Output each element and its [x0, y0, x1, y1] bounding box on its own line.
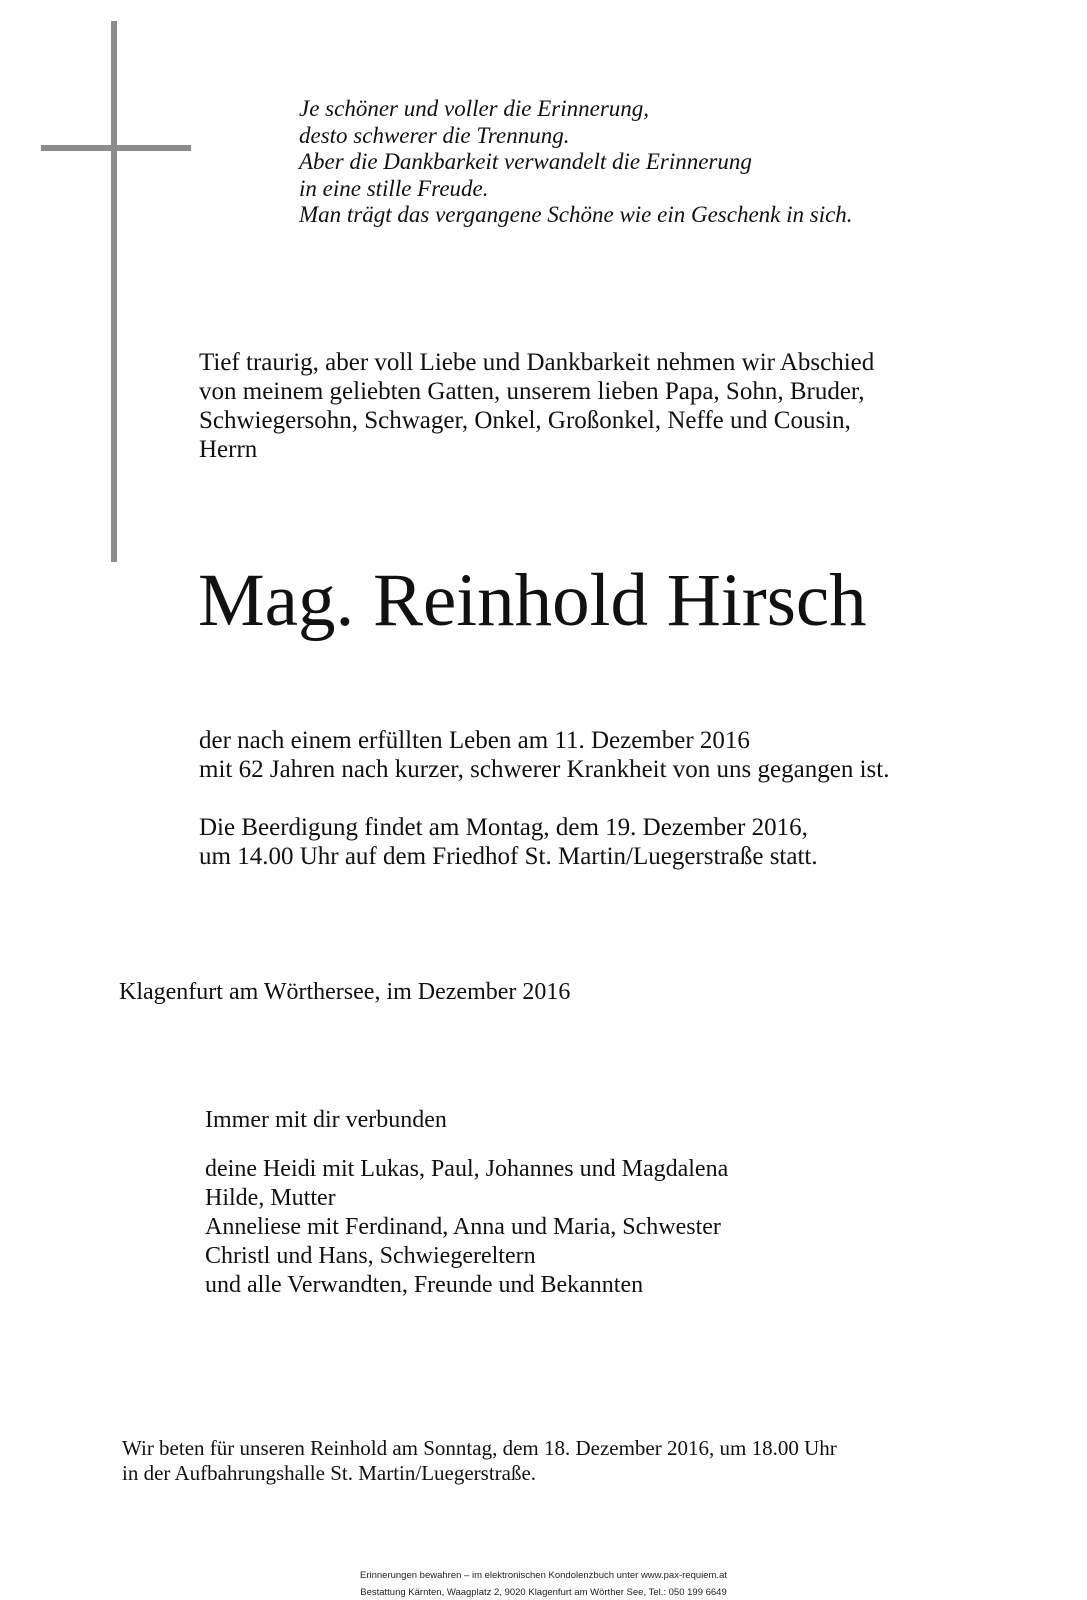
footer-condolence-info: Erinnerungen bewahren – im elektronischen Kondolenzbuch unter www.pax-requiem.at	[359, 1570, 728, 1581]
funeral-details	[199, 813, 1059, 871]
cross-horizontal-bar	[41, 145, 191, 151]
place-and-date: Klagenfurt am Wörthersee, im Dezember 2016	[119, 979, 571, 1005]
memorial-poem	[299, 96, 999, 229]
family-member: deine Heidi mit Lukas, Paul, Johannes und Magdalena	[205, 1156, 729, 1182]
family-members-list	[205, 1155, 1025, 1300]
intro-line: Herrn	[199, 436, 258, 463]
intro-line: Tief traurig, aber voll Liebe und Dankbarkeit nehmen wir Abschied	[199, 349, 875, 376]
prayer-line: in der Aufbahrungshalle St. Martin/Luegerstraße.	[122, 1461, 537, 1485]
family-member: Christl und Hans, Schwiegereltern	[205, 1243, 536, 1269]
prayer-line: Wir beten für unseren Reinhold am Sonntag, dem 18. Dezember 2016, um 18.00 Uhr	[122, 1436, 837, 1460]
poem-line: desto schwerer die Trennung.	[299, 122, 570, 148]
poem-line: Aber die Dankbarkeit verwandelt die Erinnerung	[299, 149, 752, 174]
family-member: Anneliese mit Ferdinand, Anna und Maria, Schwester	[205, 1214, 721, 1240]
family-heading: Immer mit dir verbunden	[205, 1107, 447, 1133]
intro-line: von meinem geliebten Gatten, unserem lieben Papa, Sohn, Bruder,	[199, 378, 865, 405]
death-notice-line: mit 62 Jahren nach kurzer, schwerer Krankheit von uns gegangen ist.	[199, 756, 890, 783]
poem-line: in eine stille Freude.	[299, 175, 489, 201]
deceased-name: Mag. Reinhold Hirsch	[198, 559, 867, 642]
death-notice	[199, 726, 1059, 784]
prayer-notice	[122, 1436, 1002, 1486]
death-notice-line: der nach einem erfüllten Leben am 11. Dezember 2016	[199, 727, 750, 754]
footer-funeral-home: Bestattung Kärnten, Waagplatz 2, 9020 Klagenfurt am Wörther See, Tel.: 050 199 6649	[360, 1587, 727, 1598]
poem-line: Man trägt das vergangene Schöne wie ein Geschenk in sich.	[299, 202, 853, 227]
funeral-line: Die Beerdigung findet am Montag, dem 19. Dezember 2016,	[199, 814, 808, 841]
poem-line: Je schöner und voller die Erinnerung,	[299, 96, 650, 121]
farewell-intro	[199, 348, 1019, 464]
cross-vertical-bar	[111, 21, 117, 562]
intro-line: Schwiegersohn, Schwager, Onkel, Großonkel, Neffe und Cousin,	[199, 407, 851, 434]
family-member: und alle Verwandten, Freunde und Bekannten	[205, 1272, 644, 1298]
funeral-line: um 14.00 Uhr auf dem Friedhof St. Martin/Luegerstraße statt.	[199, 843, 818, 870]
family-member: Hilde, Mutter	[205, 1185, 336, 1211]
